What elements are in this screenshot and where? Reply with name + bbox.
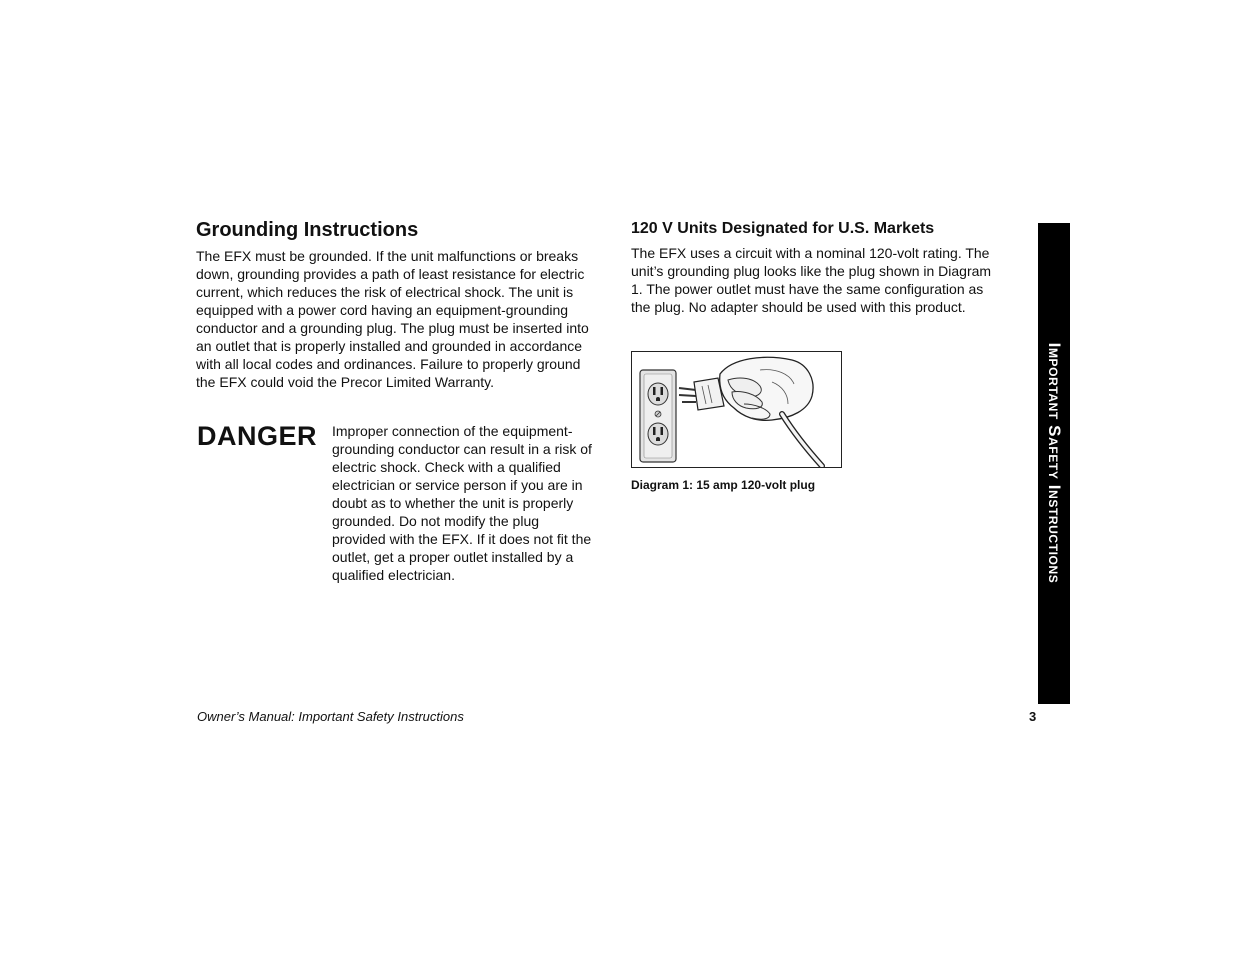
us-markets-heading: 120 V Units Designated for U.S. Markets (631, 220, 935, 237)
grounding-heading: Grounding Instructions (196, 219, 419, 241)
footer-title: Owner’s Manual: Important Safety Instructions (197, 709, 464, 724)
page-number: 3 (1029, 709, 1037, 724)
plug-illustration-icon (632, 352, 841, 467)
plug-diagram (631, 351, 842, 468)
diagram-caption: Diagram 1: 15 amp 120-volt plug (631, 478, 816, 492)
grounding-paragraph: The EFX must be grounded. If the unit malfunctions or breaks down, grounding provides a path of least resistance for electric current, which reduces the risk of electrical shock. The unit is equipped with a power cord having an equipment-grounding conductor and a grounding plug. The plug must be inserted into an outlet that is properly installed and grounded in accordance with all local codes and ordinances. Failure to properly ground the EFX could void the Precor Limited Warranty. (196, 248, 589, 390)
side-tab-label: Important Safety Instructions (1045, 342, 1064, 584)
danger-paragraph: Improper connection of the equipment-grounding conductor can result in a risk of electric shock. Check with a qualified electrician or service person if you are in doubt as to whether the unit is properly grounded. Do not modify the plug provided with the EFX. If it does not fit the outlet, get a proper outlet installed by a qualified electrician. (332, 423, 592, 583)
section-side-tab (1038, 223, 1070, 704)
danger-label: DANGER (197, 421, 318, 451)
us-markets-paragraph: The EFX uses a circuit with a nominal 120-volt rating. The unit’s grounding plug looks like the plug shown in Diagram 1. The power outlet must have the same configuration as the plug. No adapter should be used with this product. (631, 245, 992, 315)
